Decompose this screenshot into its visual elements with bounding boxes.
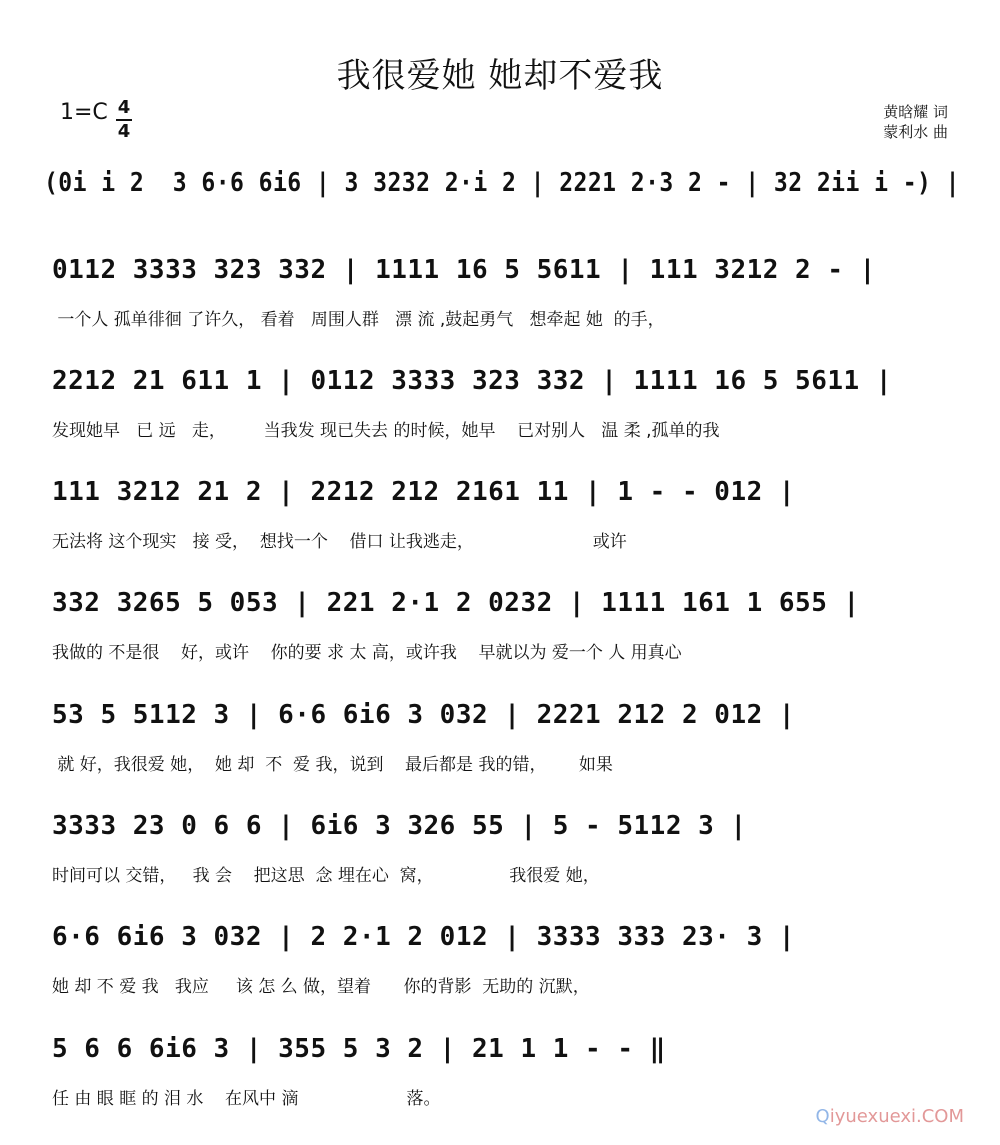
notation-line: 6·6 6i6 3 032 | 2 2·1 2 012 | 3333 333 23· 3 | xyxy=(52,922,796,952)
time-top: 4 xyxy=(117,97,131,118)
lyric-line: 时间可以 交错， 我 会 把这思 念 埋在心 窝， 我很爱 她， xyxy=(52,866,600,886)
key-signature xyxy=(60,97,131,142)
staff-row xyxy=(0,700,1000,800)
notation-line: 3333 23 0 6 6 | 6i6 3 326 55 | 5 - 5112 3 | xyxy=(52,811,747,841)
staff-row xyxy=(0,255,1000,355)
time-bottom: 4 xyxy=(117,121,131,142)
lyric-line: 就 好，我很爱 她， 她 却 不 爱 我，说到 最后都是 我的错， 如果 xyxy=(52,755,613,775)
staff-row xyxy=(0,588,1000,688)
song-title: 我很爱她 她却不爱我 xyxy=(336,56,664,96)
watermark-q: Q xyxy=(815,1106,830,1127)
lyric-line: 无法将 这个现实 接 受， 想找一个 借口 让我逃走， 或许 xyxy=(52,532,627,552)
credits xyxy=(883,102,948,142)
lyric-line: 任 由 眼 眶 的 泪 水 在风中 滴 落。 xyxy=(52,1089,441,1109)
time-signature xyxy=(116,98,132,142)
lyricist: 黄晗耀 词 xyxy=(883,103,948,121)
composer: 蒙利水 曲 xyxy=(883,123,948,141)
notation-line: 53 5 5112 3 | 6·6 6i6 3 032 | 2221 212 2 012 | xyxy=(52,700,796,730)
staff-row xyxy=(0,477,1000,577)
staff-row xyxy=(0,811,1000,911)
lyric-line: 一个人 孤单徘徊 了许久， 看着 周围人群 漂 流 ,鼓起勇气 想牵起 她 的手， xyxy=(52,310,665,330)
watermark xyxy=(816,1106,964,1127)
notation-line: 332 3265 5 053 | 221 2·1 2 0232 | 1111 161 1 655 | xyxy=(52,588,860,618)
notation-line: 111 3212 21 2 | 2212 212 2161 11 | 1 - - 012 | xyxy=(52,477,796,507)
watermark-text: iyuexuexi.COM xyxy=(829,1106,964,1127)
notation-line: (0i i 2 3 6·6 6i6 | 3 3232 2·i 2 | 2221 2·3 2 - | 32 2ii i -) | xyxy=(44,168,960,198)
lyric-line: 发现她早 已 远 走， 当我发 现已失去 的时候，她早 已对别人 温 柔 ,孤单的我 xyxy=(52,421,720,441)
staff-row xyxy=(0,922,1000,1022)
notation-line: 5 6 6 6i6 3 | 355 5 3 2 | 21 1 1 - - ‖ xyxy=(52,1034,666,1064)
staff-row xyxy=(0,366,1000,466)
lyric-line: 她 却 不 爱 我 我应 该 怎 么 做，望着 你的背影 无助的 沉默， xyxy=(52,977,590,997)
lyric-line: 我做的 不是很 好，或许 你的要 求 太 高，或许我 早就以为 爱一个 人 用真心 xyxy=(52,643,682,663)
key-label: 1=C xyxy=(60,100,108,125)
notation-line: 2212 21 611 1 | 0112 3333 323 332 | 1111 16 5 5611 | xyxy=(52,366,892,396)
staff-row xyxy=(0,168,1000,268)
notation-line: 0112 3333 323 332 | 1111 16 5 5611 | 111 3212 2 - | xyxy=(52,255,876,285)
